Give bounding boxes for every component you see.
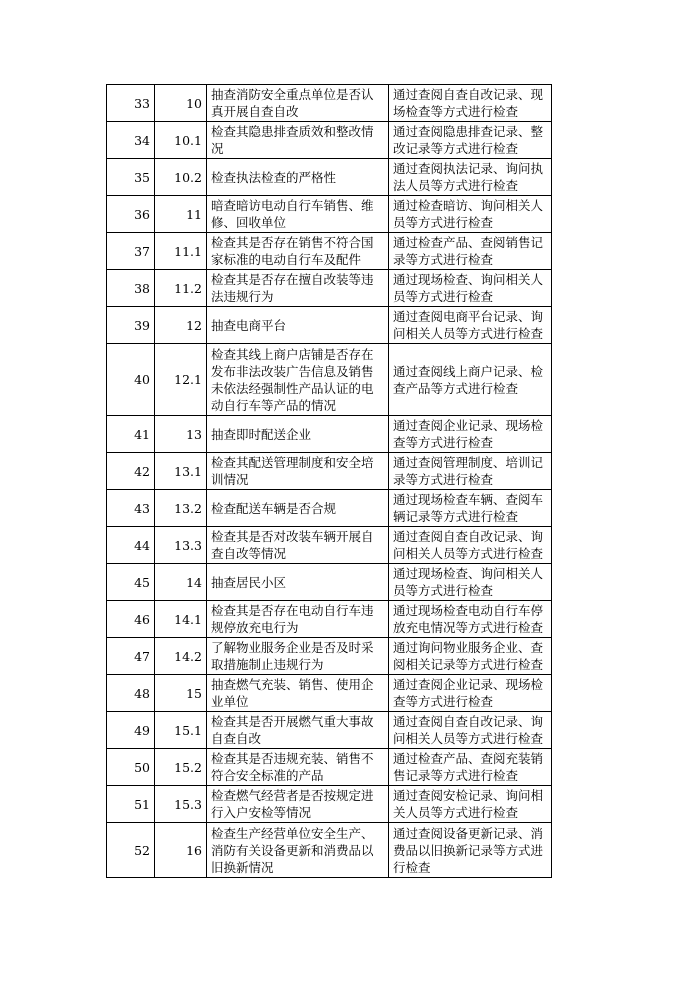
row-seq-cell: 43 — [107, 490, 155, 527]
row-item-cell: 检查燃气经营者是否按规定进行入户安检等情况 — [207, 786, 389, 823]
row-code-cell: 12 — [155, 307, 207, 344]
row-method-cell: 通过查阅管理制度、培训记录等方式进行检查 — [389, 453, 552, 490]
row-item-cell: 了解物业服务企业是否及时采取措施制止违规行为 — [207, 638, 389, 675]
row-code-cell: 10.1 — [155, 122, 207, 159]
row-seq-cell: 37 — [107, 233, 155, 270]
row-item-cell: 抽查电商平台 — [207, 307, 389, 344]
row-item-cell: 抽查消防安全重点单位是否认真开展自查自改 — [207, 85, 389, 122]
row-method-cell: 通过查阅电商平台记录、询问相关人员等方式进行检查 — [389, 307, 552, 344]
row-seq-cell: 49 — [107, 712, 155, 749]
row-method-cell: 通过现场检查电动自行车停放充电情况等方式进行检查 — [389, 601, 552, 638]
row-method-cell: 通过询问物业服务企业、查阅相关记录等方式进行检查 — [389, 638, 552, 675]
row-code-cell: 11.1 — [155, 233, 207, 270]
row-method-cell: 通过查阅自查自改记录、现场检查等方式进行检查 — [389, 85, 552, 122]
row-seq-cell: 44 — [107, 527, 155, 564]
row-code-cell: 13.2 — [155, 490, 207, 527]
row-seq-cell: 36 — [107, 196, 155, 233]
row-seq-cell: 46 — [107, 601, 155, 638]
row-item-cell: 检查配送车辆是否合规 — [207, 490, 389, 527]
table-row — [107, 270, 552, 307]
row-item-cell: 检查生产经营单位安全生产、消防有关设备更新和消费品以旧换新情况 — [207, 823, 389, 878]
table-row — [107, 638, 552, 675]
table-row — [107, 564, 552, 601]
row-method-cell: 通过查阅自查自改记录、询问相关人员等方式进行检查 — [389, 712, 552, 749]
row-seq-cell: 35 — [107, 159, 155, 196]
table-row — [107, 675, 552, 712]
table-row — [107, 196, 552, 233]
row-method-cell: 通过查阅企业记录、现场检查等方式进行检查 — [389, 675, 552, 712]
row-code-cell: 13.3 — [155, 527, 207, 564]
row-method-cell: 通过查阅执法记录、询问执法人员等方式进行检查 — [389, 159, 552, 196]
row-code-cell: 13.1 — [155, 453, 207, 490]
row-item-cell: 暗查暗访电动自行车销售、维修、回收单位 — [207, 196, 389, 233]
table-row — [107, 527, 552, 564]
table-row — [107, 85, 552, 122]
table-row — [107, 233, 552, 270]
row-method-cell: 通过查阅自查自改记录、询问相关人员等方式进行检查 — [389, 527, 552, 564]
table-row — [107, 749, 552, 786]
inspection-table — [106, 84, 552, 878]
row-item-cell: 检查其是否违规充装、销售不符合安全标准的产品 — [207, 749, 389, 786]
row-code-cell: 15 — [155, 675, 207, 712]
row-method-cell: 通过现场检查车辆、查阅车辆记录等方式进行检查 — [389, 490, 552, 527]
table-row — [107, 122, 552, 159]
row-seq-cell: 47 — [107, 638, 155, 675]
row-item-cell: 检查其是否对改装车辆开展自查自改等情况 — [207, 527, 389, 564]
row-item-cell: 检查其是否存在擅自改装等违法违规行为 — [207, 270, 389, 307]
row-code-cell: 11 — [155, 196, 207, 233]
row-seq-cell: 52 — [107, 823, 155, 878]
row-seq-cell: 41 — [107, 416, 155, 453]
row-code-cell: 14 — [155, 564, 207, 601]
row-item-cell: 检查其是否开展燃气重大事故自查自改 — [207, 712, 389, 749]
table-row — [107, 344, 552, 416]
table-body — [107, 85, 552, 878]
row-seq-cell: 42 — [107, 453, 155, 490]
row-code-cell: 14.2 — [155, 638, 207, 675]
row-code-cell: 13 — [155, 416, 207, 453]
row-code-cell: 11.2 — [155, 270, 207, 307]
row-method-cell: 通过现场检查、询问相关人员等方式进行检查 — [389, 564, 552, 601]
table-row — [107, 159, 552, 196]
row-code-cell: 15.3 — [155, 786, 207, 823]
row-seq-cell: 50 — [107, 749, 155, 786]
row-item-cell: 检查执法检查的严格性 — [207, 159, 389, 196]
row-method-cell: 通过查阅隐患排查记录、整改记录等方式进行检查 — [389, 122, 552, 159]
row-seq-cell: 34 — [107, 122, 155, 159]
row-method-cell: 通过检查产品、查阅充装销售记录等方式进行检查 — [389, 749, 552, 786]
row-code-cell: 15.2 — [155, 749, 207, 786]
row-code-cell: 14.1 — [155, 601, 207, 638]
row-seq-cell: 33 — [107, 85, 155, 122]
row-method-cell: 通过检查暗访、询问相关人员等方式进行检查 — [389, 196, 552, 233]
row-item-cell: 抽查即时配送企业 — [207, 416, 389, 453]
row-seq-cell: 48 — [107, 675, 155, 712]
row-item-cell: 抽查燃气充装、销售、使用企业单位 — [207, 675, 389, 712]
row-item-cell: 抽查居民小区 — [207, 564, 389, 601]
row-method-cell: 通过查阅企业记录、现场检查等方式进行检查 — [389, 416, 552, 453]
row-method-cell: 通过查阅线上商户记录、检查产品等方式进行检查 — [389, 344, 552, 416]
row-method-cell: 通过现场检查、询问相关人员等方式进行检查 — [389, 270, 552, 307]
table-row — [107, 712, 552, 749]
row-item-cell: 检查其隐患排查质效和整改情况 — [207, 122, 389, 159]
row-item-cell: 检查其线上商户店铺是否存在发布非法改装广告信息及销售未依法经强制性产品认证的电动自行车等产品的情况 — [207, 344, 389, 416]
row-item-cell: 检查其是否存在电动自行车违规停放充电行为 — [207, 601, 389, 638]
row-method-cell: 通过查阅安检记录、询问相关人员等方式进行检查 — [389, 786, 552, 823]
table-row — [107, 490, 552, 527]
row-code-cell: 12.1 — [155, 344, 207, 416]
row-item-cell: 检查其是否存在销售不符合国家标准的电动自行车及配件 — [207, 233, 389, 270]
row-seq-cell: 39 — [107, 307, 155, 344]
row-code-cell: 16 — [155, 823, 207, 878]
row-seq-cell: 51 — [107, 786, 155, 823]
row-code-cell: 10 — [155, 85, 207, 122]
row-item-cell: 检查其配送管理制度和安全培训情况 — [207, 453, 389, 490]
row-method-cell: 通过查阅设备更新记录、消费品以旧换新记录等方式进行检查 — [389, 823, 552, 878]
row-seq-cell: 45 — [107, 564, 155, 601]
row-seq-cell: 40 — [107, 344, 155, 416]
table-row — [107, 416, 552, 453]
table-row — [107, 453, 552, 490]
row-code-cell: 15.1 — [155, 712, 207, 749]
table-row — [107, 786, 552, 823]
row-code-cell: 10.2 — [155, 159, 207, 196]
table-row — [107, 823, 552, 878]
table-row — [107, 601, 552, 638]
row-seq-cell: 38 — [107, 270, 155, 307]
row-method-cell: 通过检查产品、查阅销售记录等方式进行检查 — [389, 233, 552, 270]
table-row — [107, 307, 552, 344]
